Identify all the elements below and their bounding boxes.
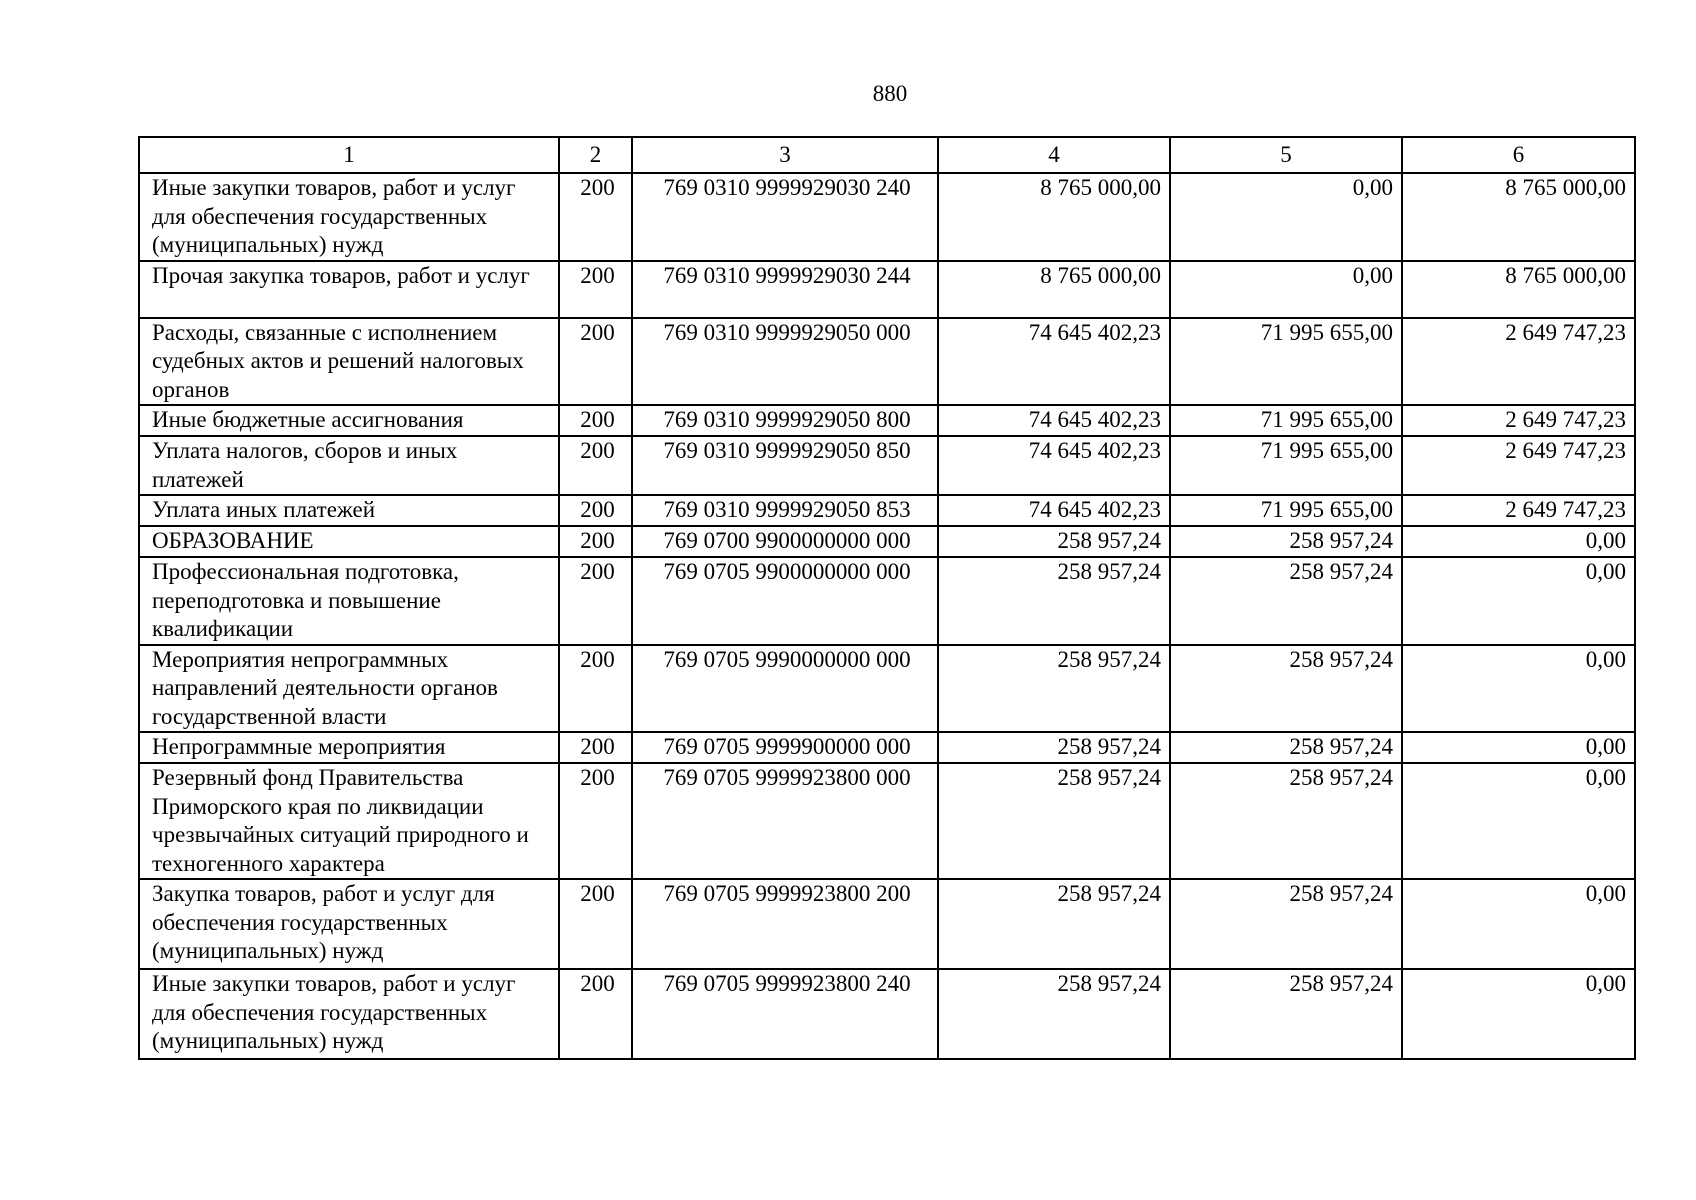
row-name: Непрограммные мероприятия [139, 732, 559, 763]
row-group: 200 [559, 436, 632, 495]
row-col6: 0,00 [1402, 763, 1635, 879]
row-code: 769 0310 9999929050 853 [632, 495, 938, 526]
row-col6: 0,00 [1402, 645, 1635, 733]
row-col4: 8 765 000,00 [938, 173, 1170, 261]
row-group: 200 [559, 732, 632, 763]
row-name: Резервный фонд Правительства Приморского края по ликвидации чрезвычайных ситуаций природного и техногенного характера [139, 763, 559, 879]
row-col4: 258 957,24 [938, 969, 1170, 1059]
table-row [139, 879, 1635, 969]
row-col6: 8 765 000,00 [1402, 173, 1635, 261]
row-name: Иные бюджетные ассигнования [139, 405, 559, 436]
row-col4: 258 957,24 [938, 732, 1170, 763]
row-col4: 74 645 402,23 [938, 318, 1170, 406]
row-col5: 71 995 655,00 [1170, 405, 1402, 436]
row-group: 200 [559, 879, 632, 969]
row-code: 769 0310 9999929050 800 [632, 405, 938, 436]
row-code: 769 0705 9999923800 200 [632, 879, 938, 969]
row-col5: 71 995 655,00 [1170, 436, 1402, 495]
row-code: 769 0705 9999900000 000 [632, 732, 938, 763]
row-group: 200 [559, 645, 632, 733]
row-col4: 74 645 402,23 [938, 495, 1170, 526]
row-code: 769 0705 9999923800 000 [632, 763, 938, 879]
table-row [139, 173, 1635, 261]
row-group: 200 [559, 969, 632, 1059]
row-name: Прочая закупка товаров, работ и услуг [139, 261, 559, 318]
row-code: 769 0700 9900000000 000 [632, 526, 938, 557]
column-header: 4 [938, 137, 1170, 173]
row-name: Мероприятия непрограммных направлений деятельности органов государственной власти [139, 645, 559, 733]
row-col5: 0,00 [1170, 173, 1402, 261]
row-col6: 2 649 747,23 [1402, 405, 1635, 436]
row-col4: 258 957,24 [938, 645, 1170, 733]
row-code: 769 0310 9999929050 000 [632, 318, 938, 406]
row-col5: 258 957,24 [1170, 969, 1402, 1059]
row-name: Иные закупки товаров, работ и услуг для обеспечения государственных (муниципальных) нужд [139, 969, 559, 1059]
row-col6: 0,00 [1402, 526, 1635, 557]
table-row [139, 969, 1635, 1059]
row-col5: 71 995 655,00 [1170, 318, 1402, 406]
row-col4: 74 645 402,23 [938, 436, 1170, 495]
row-col6: 0,00 [1402, 557, 1635, 645]
table-row [139, 645, 1635, 733]
row-col4: 258 957,24 [938, 763, 1170, 879]
row-group: 200 [559, 261, 632, 318]
row-name: Уплата иных платежей [139, 495, 559, 526]
row-col6: 2 649 747,23 [1402, 318, 1635, 406]
row-code: 769 0705 9999923800 240 [632, 969, 938, 1059]
row-group: 200 [559, 526, 632, 557]
column-header: 3 [632, 137, 938, 173]
row-group: 200 [559, 405, 632, 436]
table-row [139, 763, 1635, 879]
row-name: ОБРАЗОВАНИЕ [139, 526, 559, 557]
table-row [139, 318, 1635, 406]
row-name: Закупка товаров, работ и услуг для обеспечения государственных (муниципальных) нужд [139, 879, 559, 969]
page-number: 880 [872, 81, 908, 106]
row-col6: 0,00 [1402, 732, 1635, 763]
row-col5: 258 957,24 [1170, 557, 1402, 645]
row-name: Профессиональная подготовка, переподготовка и повышение квалификации [139, 557, 559, 645]
row-code: 769 0310 9999929050 850 [632, 436, 938, 495]
column-header: 6 [1402, 137, 1635, 173]
budget-table [138, 136, 1636, 1060]
row-col4: 258 957,24 [938, 879, 1170, 969]
header-row [139, 137, 1635, 173]
column-header: 5 [1170, 137, 1402, 173]
row-col6: 8 765 000,00 [1402, 261, 1635, 318]
row-col6: 2 649 747,23 [1402, 436, 1635, 495]
row-name: Иные закупки товаров, работ и услуг для обеспечения государственных (муниципальных) нужд [139, 173, 559, 261]
row-code: 769 0310 9999929030 244 [632, 261, 938, 318]
row-group: 200 [559, 495, 632, 526]
table-row [139, 495, 1635, 526]
row-code: 769 0705 9990000000 000 [632, 645, 938, 733]
column-header: 2 [559, 137, 632, 173]
row-col6: 2 649 747,23 [1402, 495, 1635, 526]
table-row [139, 526, 1635, 557]
row-col6: 0,00 [1402, 969, 1635, 1059]
table-row [139, 261, 1635, 318]
row-col5: 258 957,24 [1170, 526, 1402, 557]
row-name: Уплата налогов, сборов и иных платежей [139, 436, 559, 495]
table-row [139, 557, 1635, 645]
row-col5: 258 957,24 [1170, 645, 1402, 733]
row-code: 769 0705 9900000000 000 [632, 557, 938, 645]
row-group: 200 [559, 318, 632, 406]
table-row [139, 436, 1635, 495]
row-col5: 258 957,24 [1170, 732, 1402, 763]
row-name: Расходы, связанные с исполнением судебных актов и решений налоговых органов [139, 318, 559, 406]
table-row [139, 405, 1635, 436]
row-code: 769 0310 9999929030 240 [632, 173, 938, 261]
column-header: 1 [139, 137, 559, 173]
row-col4: 74 645 402,23 [938, 405, 1170, 436]
row-col6: 0,00 [1402, 879, 1635, 969]
row-col5: 0,00 [1170, 261, 1402, 318]
row-col4: 258 957,24 [938, 557, 1170, 645]
row-col5: 258 957,24 [1170, 879, 1402, 969]
table-row [139, 732, 1635, 763]
row-group: 200 [559, 763, 632, 879]
row-col4: 8 765 000,00 [938, 261, 1170, 318]
row-group: 200 [559, 557, 632, 645]
row-col5: 71 995 655,00 [1170, 495, 1402, 526]
row-col4: 258 957,24 [938, 526, 1170, 557]
row-group: 200 [559, 173, 632, 261]
row-col5: 258 957,24 [1170, 763, 1402, 879]
